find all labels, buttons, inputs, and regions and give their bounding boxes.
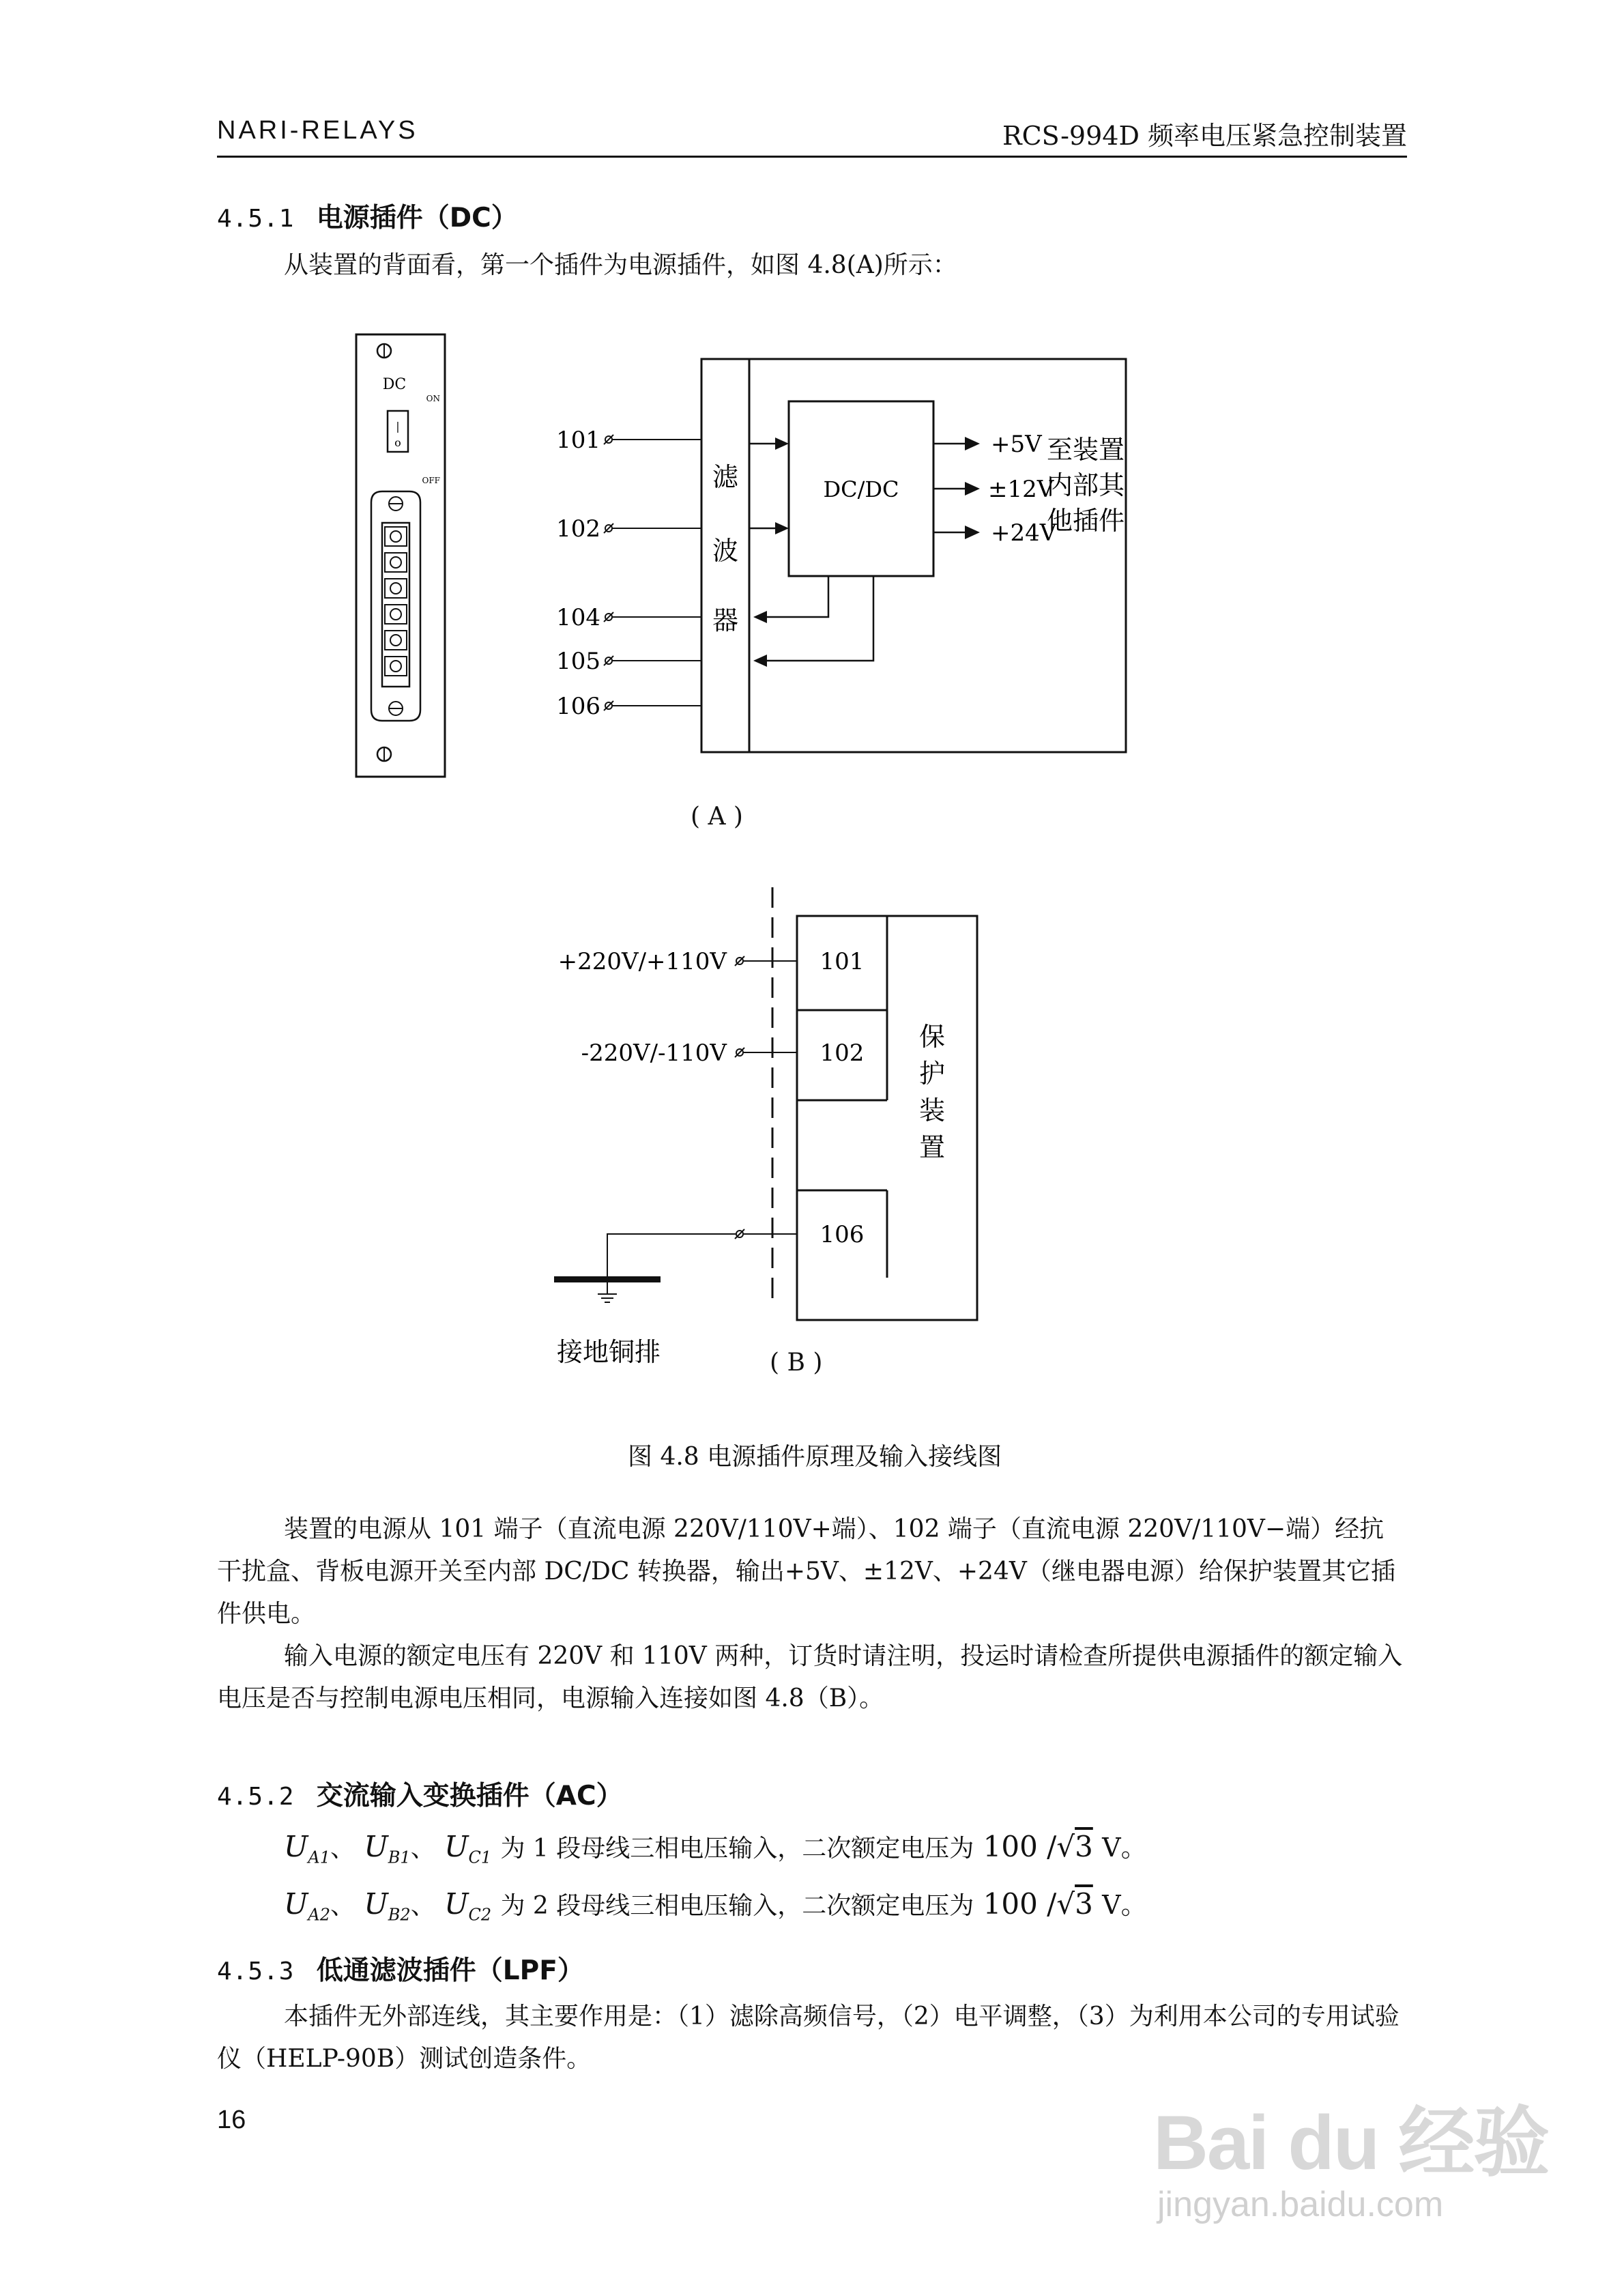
ground-bar (554, 1276, 661, 1282)
section-453-title: 低通滤波插件（LPF） (316, 1955, 584, 1986)
switch-on-mark: | (396, 420, 400, 433)
section-451-title: 电源插件（DC） (316, 203, 518, 233)
panel-on-label: ON (426, 394, 440, 403)
input-negative: -220V/-110V (581, 1039, 727, 1067)
box-106: 106 (820, 1221, 865, 1248)
figure-b-diagram (532, 880, 1010, 1379)
section-453-body (217, 1996, 1408, 2080)
terminal-105: 105 (556, 648, 600, 675)
section-452-heading (217, 1775, 623, 1813)
terminal-104: 104 (556, 604, 600, 631)
page-number: 16 (217, 2106, 246, 2134)
terminal-block (385, 527, 407, 676)
terminal-106: 106 (556, 693, 600, 720)
filter-char-3: 器 (712, 605, 739, 635)
panel-dc-label: DC (382, 376, 407, 393)
output-5v: +5V (991, 431, 1042, 458)
panel-off-label: OFF (422, 476, 440, 485)
sqrt-icon: √ (1056, 1887, 1075, 1921)
figure-caption: 图 4.8 电源插件原理及输入接线图 (628, 1443, 1002, 1471)
paragraph-2: 输入电源的额定电压有 220V 和 110V 两种，订货时请注明，投运时请检查所提供电源插件的额定输入电压是否与控制电源电压相同，电源输入连接如图 4.8（B）。 (217, 1642, 1403, 1712)
output-12v: ±12V (988, 476, 1054, 503)
output-24v: +24V (991, 519, 1057, 547)
dest-line-2: 内部其 (1047, 470, 1125, 500)
section-453-heading (217, 1949, 584, 1988)
section-453-text: 本插件无外部连线，其主要作用是：（1）滤除高频信号，（2）电平调整，（3）为利用本公司的专用试验仪（HELP-90B）测试创造条件。 (217, 2003, 1400, 2073)
watermark-url: jingyan.baidu.com (1157, 2185, 1444, 2224)
box-102: 102 (820, 1039, 865, 1067)
filter-char-2: 波 (712, 536, 739, 566)
ground-label: 接地铜排 (557, 1337, 661, 1367)
formula-line-2: $U_{A2}$、 $U_{B2}$、 $U_{C2}$ 为 2 段母线三相电压输入，二次额定电压为 100 /√3 V。 (284, 1887, 1147, 1925)
header-right-title: RCS-994D 频率电压紧急控制装置 (1002, 121, 1407, 151)
device-char-4: 置 (918, 1132, 946, 1162)
dest-line-3: 他插件 (1047, 506, 1125, 536)
header-left-brand: NARI-RELAYS (217, 116, 418, 145)
dc-panel (356, 334, 445, 777)
section-453-number: 4.5.3 (217, 1957, 295, 1985)
filter-char-1: 滤 (712, 462, 739, 492)
switch-off-mark: o (394, 436, 401, 449)
paragraph-1: 装置的电源从 101 端子（直流电源 220V/110V+端）、102 端子（直流电源 220V/110V−端）经抗干扰盒、背板电源开关至内部 DC/DC 转换器，输出+5V、±12V、+24V（继电器电源）给保护装置其它插件供电。 (217, 1515, 1395, 1628)
device-char-3: 装 (918, 1095, 946, 1125)
terminal-101: 101 (556, 427, 600, 454)
device-char-2: 护 (918, 1059, 946, 1089)
header-rule (217, 156, 1407, 158)
terminal-102: 102 (556, 515, 600, 543)
figure-a-diagram (341, 328, 1187, 846)
section-451-heading (217, 197, 518, 235)
section-452-number: 4.5.2 (217, 1783, 295, 1811)
body-paragraphs (217, 1508, 1408, 1720)
watermark-logo: Bai du 经验 (1153, 2100, 1549, 2185)
figure-a-label: ( A ) (691, 803, 743, 831)
figure-b-label: ( B ) (770, 1349, 823, 1377)
section-452-title: 交流输入变换插件（AC） (316, 1781, 623, 1811)
section-451-intro: 从装置的背面看，第一个插件为电源插件，如图 4.8(A)所示： (284, 251, 957, 279)
formula-line-1: $U_{A1}$、 $U_{B1}$、 $U_{C1}$ 为 1 段母线三相电压输入，二次额定电压为 100 /√3 V。 (284, 1830, 1147, 1867)
input-positive: +220V/+110V (557, 948, 727, 975)
device-char-1: 保 (918, 1022, 946, 1052)
box-101: 101 (820, 948, 865, 975)
dest-line-1: 至装置 (1047, 435, 1125, 465)
sqrt-icon: √ (1056, 1830, 1075, 1863)
section-451-number: 4.5.1 (217, 205, 295, 233)
dcdc-label: DC/DC (823, 476, 899, 502)
